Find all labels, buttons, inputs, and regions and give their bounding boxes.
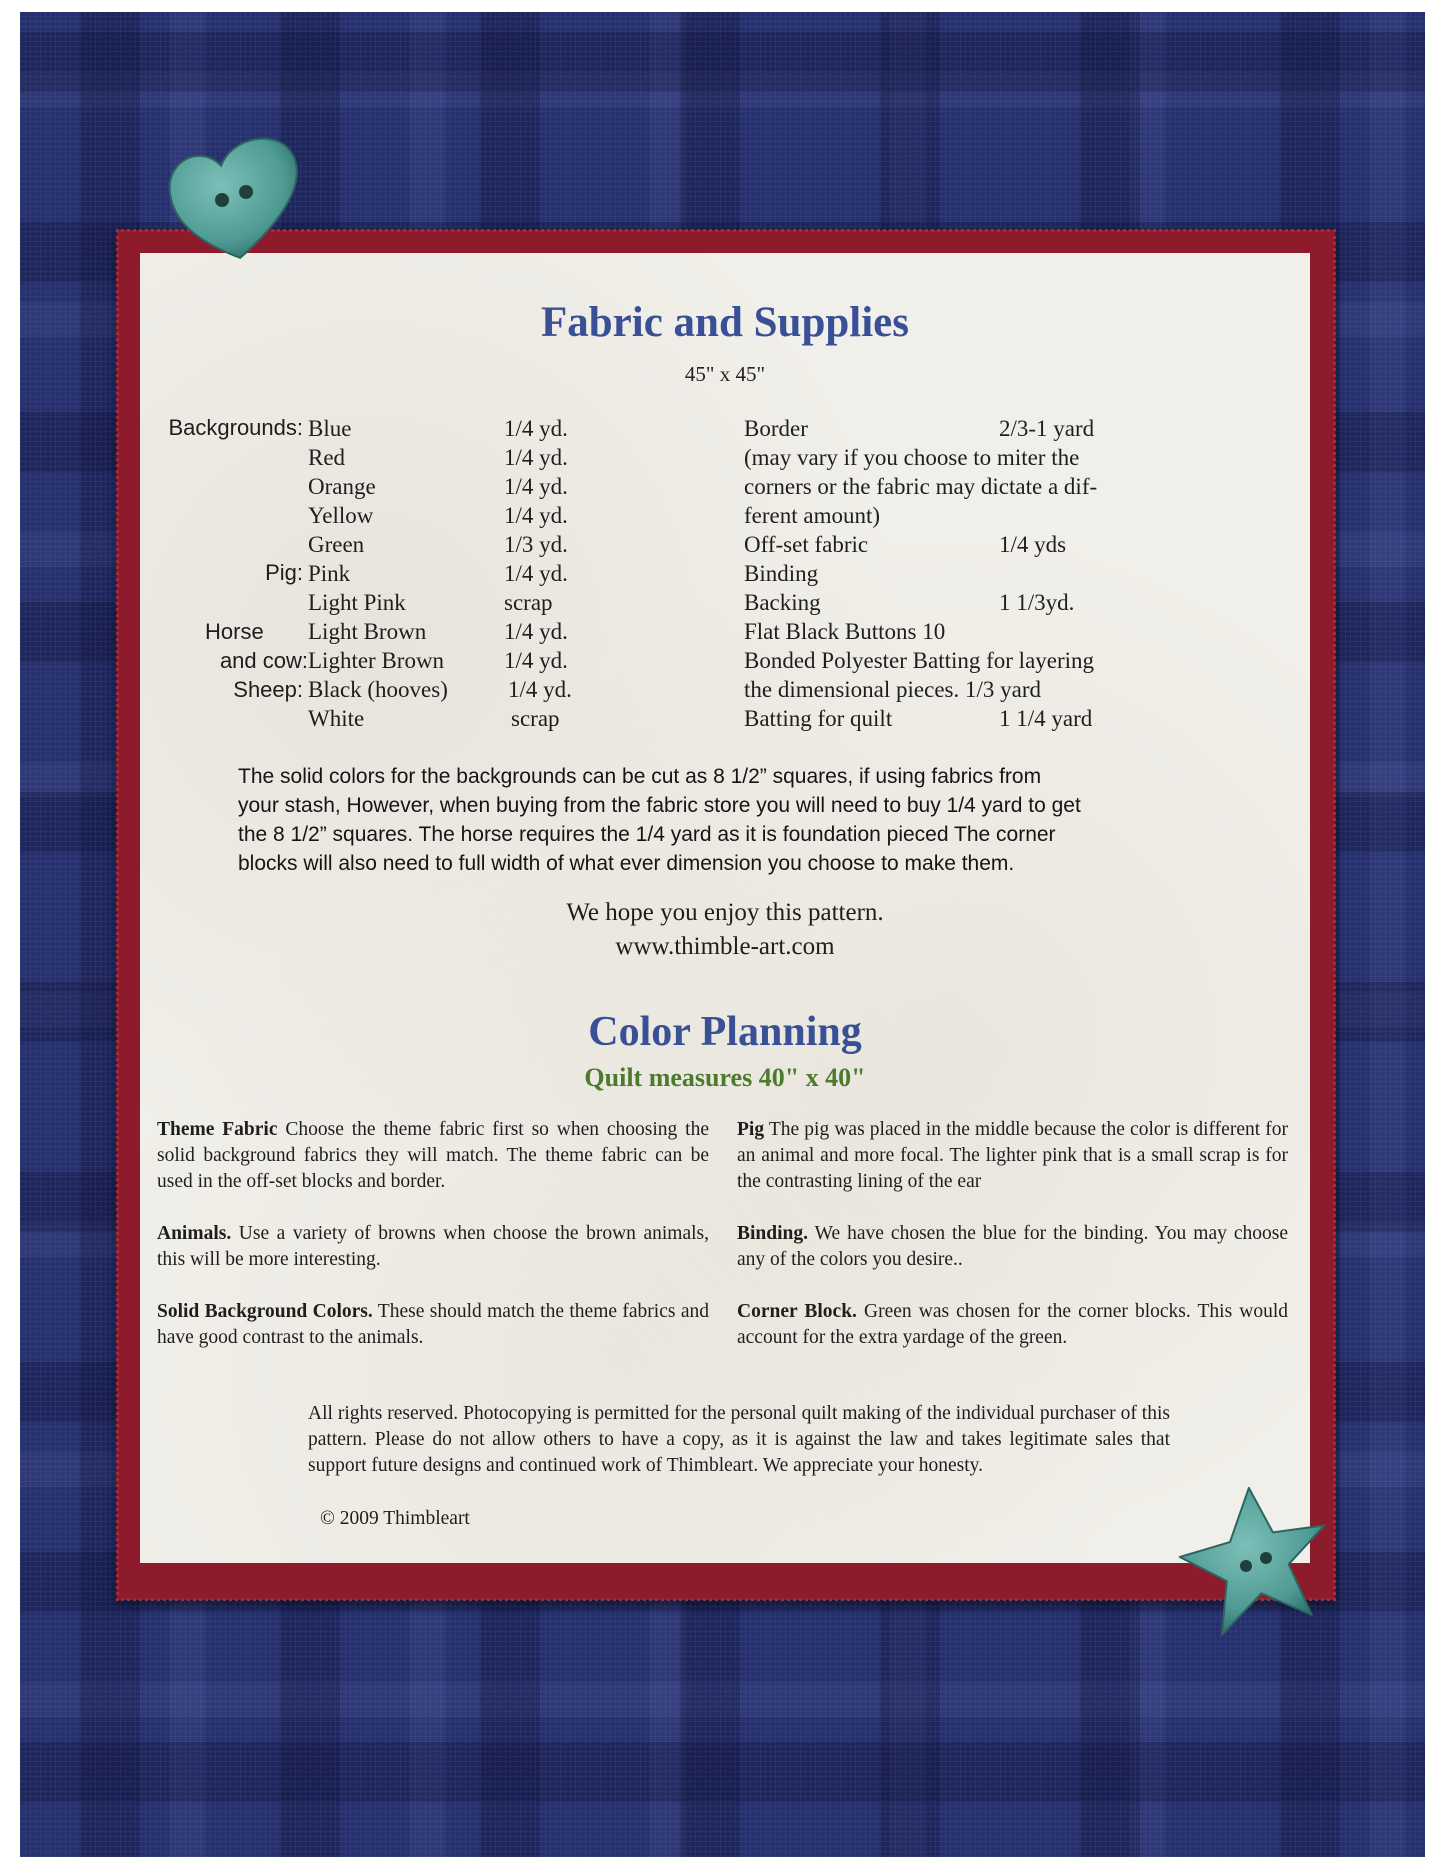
note-line: the 8 1/2” squares. The horse requires the 1/4 yard as it is foundation pieced The corner	[238, 823, 1056, 846]
list-item	[308, 501, 608, 530]
item-amount: 1/4 yd.	[504, 474, 568, 499]
enjoy-text: We hope you enjoy this pattern.	[566, 899, 884, 926]
item-name: Black (hooves)	[308, 677, 448, 702]
quilt-size: 45" x 45"	[684, 362, 766, 386]
item-amount: 1/4 yds	[999, 532, 1067, 557]
note-heading: Binding.	[737, 1223, 809, 1244]
list-item	[308, 617, 608, 646]
copyright: © 2009 Thimbleart	[320, 1508, 470, 1529]
list-item	[744, 588, 1164, 617]
list-item	[744, 414, 1164, 443]
fabric-title: Fabric and Supplies	[541, 299, 909, 346]
item-name: corners or the fabric may dictate a dif-	[744, 474, 1098, 499]
item-amount: 1/4 yd.	[504, 416, 568, 441]
website-link[interactable]: www.thimble-art.com	[615, 933, 835, 960]
list-item	[308, 675, 608, 704]
item-name: Light Pink	[308, 590, 406, 615]
note-line: your stash, However, when buying from the fabric store you will need to buy 1/4 yard to get	[238, 794, 1081, 817]
item-amount: scrap	[504, 590, 553, 615]
note-heading: Corner Block.	[737, 1301, 857, 1322]
item-name: Border	[744, 416, 808, 441]
list-item	[308, 646, 608, 675]
note-text: We have chosen the blue for the binding. You may choose any of the colors you desire..	[737, 1223, 1288, 1270]
list-item	[308, 472, 608, 501]
quilt-measures-subtitle: Quilt measures 40" x 40"	[584, 1063, 866, 1092]
note-text: The pig was placed in the middle because the color is different for an animal and more focal. The lighter pink that is a small scrap is for the contrasting lining of the ear	[737, 1119, 1288, 1192]
item-name: the dimensional pieces. 1/3 yard	[744, 677, 1042, 702]
list-item	[308, 530, 608, 559]
item-name: Off-set fabric	[744, 532, 869, 557]
note-text: These should match the theme fabrics and have good contrast to the animals.	[157, 1301, 709, 1348]
note-heading: Theme Fabric	[157, 1119, 278, 1140]
planning-right-column	[737, 1117, 1288, 1377]
heart-button-icon	[160, 130, 310, 265]
list-item	[308, 704, 608, 733]
item-name: Green	[308, 532, 365, 557]
label-horse: Horse	[205, 619, 264, 644]
item-amount: 1/3 yd.	[504, 532, 568, 557]
list-item	[744, 501, 1164, 530]
color-planning-title: Color Planning	[588, 1009, 862, 1055]
item-name: Pink	[308, 561, 351, 586]
label-backgrounds: Backgrounds:	[168, 415, 303, 440]
list-item	[744, 443, 1164, 472]
note-heading: Solid Background Colors.	[157, 1301, 373, 1322]
list-item	[744, 704, 1164, 733]
backgrounds-note	[238, 762, 1238, 878]
note-text: Green was chosen for the corner blocks. This would account for the extra yardage of the green.	[737, 1301, 1289, 1348]
list-item	[308, 414, 608, 443]
list-item	[744, 675, 1164, 704]
item-name: Bonded Polyester Batting for layering	[744, 648, 1095, 673]
planning-left-column	[157, 1117, 709, 1377]
list-item	[308, 559, 608, 588]
item-name: Blue	[308, 416, 352, 441]
item-name: Red	[308, 445, 346, 470]
item-name: Batting for quilt	[744, 706, 893, 731]
item-amount: 1/4 yd.	[504, 561, 568, 586]
note-line: The solid colors for the backgrounds can be cut as 8 1/2” squares, if using fabrics from	[238, 765, 1042, 788]
item-amount: 1/4 yd.	[504, 619, 568, 644]
planning-note	[737, 1221, 1288, 1273]
planning-note	[157, 1299, 709, 1351]
left-supply-list	[308, 414, 608, 733]
note-heading: Animals.	[157, 1223, 232, 1244]
note-text: Use a variety of browns when choose the brown animals, this will be more interesting.	[157, 1223, 709, 1270]
planning-note	[737, 1117, 1288, 1195]
item-name: ferent amount)	[744, 503, 881, 528]
item-amount: scrap	[511, 706, 560, 731]
planning-note	[157, 1117, 709, 1195]
rights-notice: All rights reserved. Photocopying is permitted for the personal quilt making of the individual purchaser of this pattern. Please do not allow others to have a copy, as it is against the law and takes legitimate sales that support future designs and continued work of Thimbleart. We appreciate your honesty.	[308, 1403, 1170, 1476]
list-item	[744, 530, 1164, 559]
item-amount: 1 1/3yd.	[999, 590, 1075, 615]
item-name: White	[308, 706, 365, 731]
note-line: blocks will also need to full width of what ever dimension you choose to make them.	[238, 852, 1015, 875]
item-name: Yellow	[308, 503, 374, 528]
note-text: Choose the theme fabric first so when choosing the solid background fabrics they will match. The theme fabric can be used in the off-set blocks and border.	[157, 1119, 710, 1192]
note-heading: Pig	[737, 1119, 765, 1140]
right-supply-list	[744, 414, 1164, 733]
item-name: Flat Black Buttons 10	[744, 619, 946, 644]
item-name: Orange	[308, 474, 376, 499]
item-amount: 1/4 yd.	[504, 445, 568, 470]
item-amount: 1 1/4 yard	[999, 706, 1093, 731]
list-item	[744, 646, 1164, 675]
item-name: (may vary if you choose to miter the	[744, 445, 1080, 470]
list-item	[308, 443, 608, 472]
list-item	[744, 472, 1164, 501]
item-amount: 1/4 yd.	[504, 503, 568, 528]
list-item	[744, 617, 1164, 646]
item-name: Backing	[744, 590, 821, 615]
list-item	[308, 588, 608, 617]
item-amount: 1/4 yd.	[504, 648, 568, 673]
label-and-cow: and cow:	[219, 648, 308, 673]
label-pig: Pig:	[265, 560, 303, 585]
list-item	[744, 559, 1164, 588]
item-name: Light Brown	[308, 619, 427, 644]
item-name: Binding	[744, 561, 819, 586]
planning-note	[157, 1221, 709, 1273]
label-sheep: Sheep:	[233, 677, 303, 702]
item-amount: 1/4 yd.	[508, 677, 572, 702]
planning-note	[737, 1299, 1288, 1351]
item-name: Lighter Brown	[308, 648, 445, 673]
item-amount: 2/3-1 yard	[999, 416, 1095, 441]
star-button-icon	[1170, 1478, 1340, 1648]
